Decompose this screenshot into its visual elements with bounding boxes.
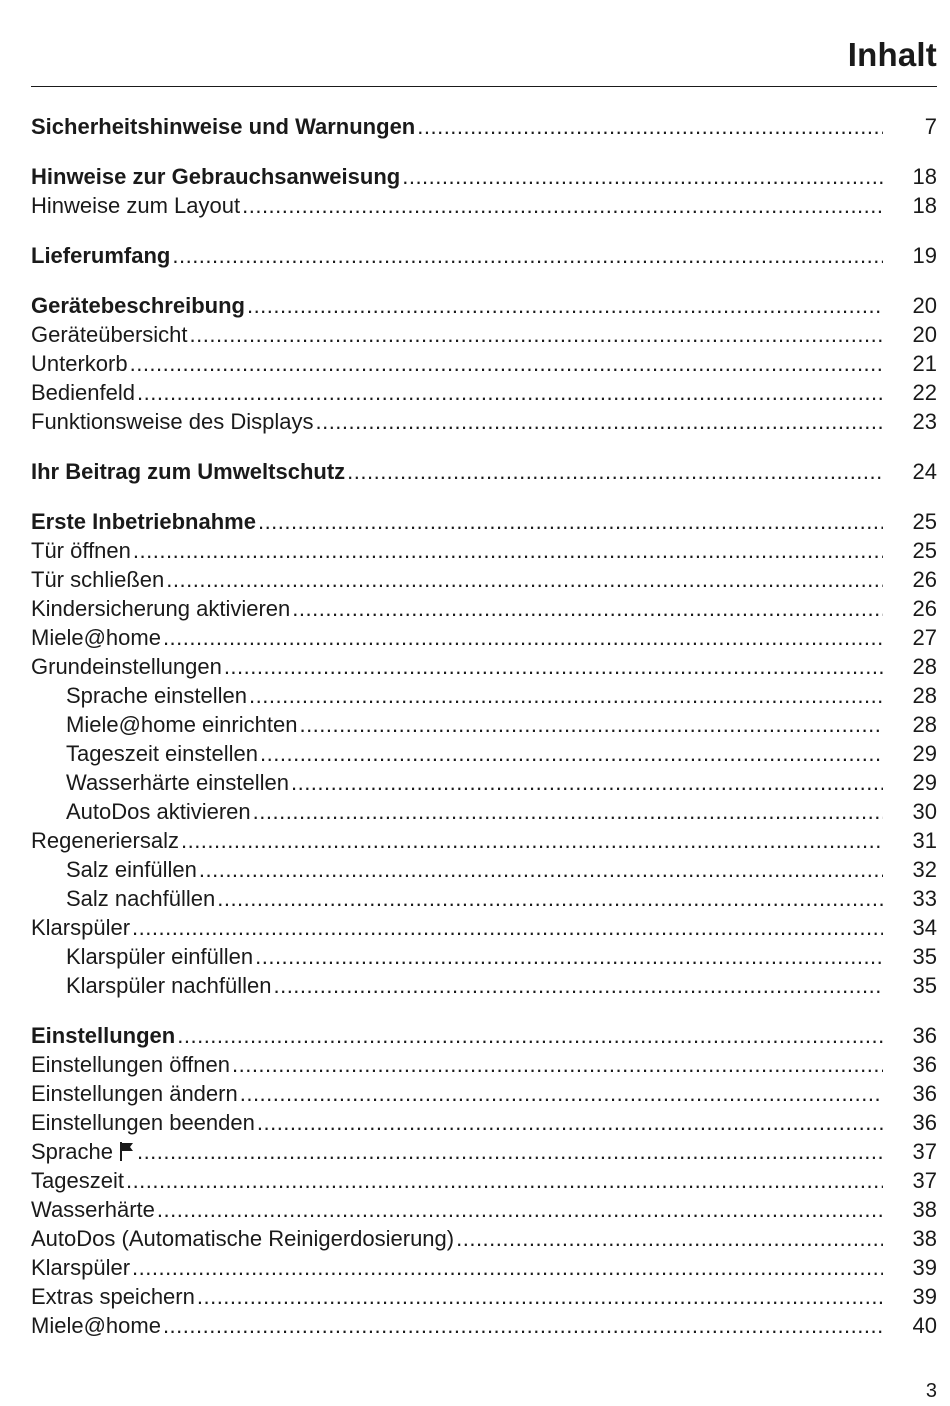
dot-leader: [253, 797, 883, 826]
toc-entry-title-text: Hinweise zum Layout: [31, 193, 241, 218]
toc-entry-title-text: Klarspüler einfüllen: [66, 944, 254, 969]
toc-entry-page: 29: [912, 770, 937, 795]
dot-leader: [242, 191, 883, 220]
toc-entry-title-text: Regeneriersalz: [31, 828, 179, 853]
toc-entry-page: 28: [912, 654, 937, 679]
toc-entry[interactable]: [31, 710, 937, 739]
toc-entry-title-text: Funktionsweise des Displays: [31, 409, 314, 434]
toc-entry[interactable]: [31, 942, 937, 971]
toc-entry-title: [31, 241, 170, 270]
toc-entry[interactable]: [31, 536, 937, 565]
toc-entry-title-text: Tür öffnen: [31, 538, 131, 563]
toc-entry-page: 33: [912, 886, 937, 911]
toc-entry[interactable]: [31, 797, 937, 826]
dot-leader: [247, 291, 883, 320]
dot-leader: [126, 1166, 883, 1195]
toc-entry[interactable]: [31, 407, 937, 436]
toc-entry-title: [31, 320, 188, 349]
toc-entry[interactable]: [31, 681, 937, 710]
toc-entry-title: [31, 112, 415, 141]
toc-entry-page: 38: [912, 1226, 937, 1251]
dot-leader: [157, 1195, 883, 1224]
toc-entry-page: 26: [912, 596, 937, 621]
toc-entry-title: [31, 1050, 230, 1079]
toc-entry[interactable]: [31, 457, 937, 486]
toc-entry[interactable]: [31, 1137, 937, 1166]
dot-leader: [299, 710, 883, 739]
toc-section: [31, 507, 937, 1000]
toc-entry-title-text: Einstellungen öffnen: [31, 1052, 230, 1077]
toc-entry-title-text: Unterkorb: [31, 351, 128, 376]
toc-entry-page: 34: [912, 915, 937, 940]
toc-entry[interactable]: [31, 768, 937, 797]
dot-leader: [177, 1021, 883, 1050]
toc-entry[interactable]: [31, 652, 937, 681]
toc-entry[interactable]: [31, 112, 937, 141]
toc-entry-page: 37: [912, 1168, 937, 1193]
dot-leader: [130, 349, 883, 378]
toc-entry-title: [31, 768, 289, 797]
toc-entry-title: [31, 191, 240, 220]
toc-entry[interactable]: [31, 320, 937, 349]
toc-entry-page: 26: [912, 567, 937, 592]
toc-entry-page: 20: [912, 322, 937, 347]
toc-entry-title: [31, 1253, 130, 1282]
toc-entry-page: 35: [912, 973, 937, 998]
toc-entry[interactable]: [31, 1311, 937, 1340]
toc-entry-title-text: Gerätebeschreibung: [31, 293, 245, 318]
toc-entry[interactable]: [31, 884, 937, 913]
dot-leader: [181, 826, 883, 855]
toc-entry-title: [31, 1137, 135, 1166]
toc-entry-page: 35: [912, 944, 937, 969]
toc-entry[interactable]: [31, 594, 937, 623]
dot-leader: [402, 162, 883, 191]
toc-entry[interactable]: [31, 1166, 937, 1195]
toc-entry[interactable]: [31, 739, 937, 768]
toc-entry-title: [31, 855, 197, 884]
toc-entry-title: [31, 407, 313, 436]
dot-leader: [224, 652, 883, 681]
toc-entry-title-text: Sicherheitshinweise und Warnungen: [31, 114, 416, 139]
dot-leader: [292, 594, 883, 623]
header-divider: [31, 86, 937, 87]
dot-leader: [137, 1137, 883, 1166]
toc-section: [31, 291, 937, 436]
toc-entry-title-text: Erste Inbetriebnahme: [31, 509, 256, 534]
toc-entry-page: 22: [912, 380, 937, 405]
dot-leader: [258, 507, 883, 536]
toc-entry[interactable]: [31, 291, 937, 320]
toc-entry[interactable]: [31, 162, 937, 191]
flag-icon: [119, 1141, 135, 1161]
toc-entry-title: [31, 884, 215, 913]
page-number: 3: [925, 1380, 937, 1402]
toc-entry-page: 39: [912, 1284, 937, 1309]
page-title: Inhalt: [847, 36, 937, 73]
toc-entry-page: 28: [912, 683, 937, 708]
toc-entry[interactable]: [31, 507, 937, 536]
toc-entry-title-text: Wasserhärte: [31, 1197, 155, 1222]
dot-leader: [217, 884, 883, 913]
toc-entry-page: 30: [912, 799, 937, 824]
dot-leader: [456, 1224, 883, 1253]
toc-entry-title-text: Bedienfeld: [31, 380, 135, 405]
toc-entry-page: 32: [912, 857, 937, 882]
toc-entry-page: 28: [912, 712, 937, 737]
toc-section: [31, 457, 937, 486]
toc-section: [31, 162, 937, 220]
dot-leader: [132, 1253, 883, 1282]
toc-entry-title: [31, 623, 161, 652]
toc-entry-title-text: Klarspüler nachfüllen: [66, 973, 272, 998]
dot-leader: [291, 768, 883, 797]
toc-entry-title: [31, 349, 128, 378]
toc-entry[interactable]: [31, 1108, 937, 1137]
toc-entry-title: [31, 536, 131, 565]
toc-entry-page: 21: [912, 351, 937, 376]
dot-leader: [172, 241, 883, 270]
toc-entry[interactable]: [31, 378, 937, 407]
dot-leader: [133, 536, 883, 565]
dot-leader: [417, 112, 883, 141]
toc-entry[interactable]: [31, 1282, 937, 1311]
toc-entry-page: 39: [912, 1255, 937, 1280]
toc-entry[interactable]: [31, 191, 937, 220]
toc-entry-title: [31, 1195, 155, 1224]
toc-entry-page: 18: [912, 193, 937, 218]
toc-entry-title: [31, 1224, 454, 1253]
toc-entry[interactable]: [31, 1195, 937, 1224]
toc-entry-title: [31, 797, 251, 826]
toc-entry-title: [31, 291, 245, 320]
toc-entry-title: [31, 652, 222, 681]
dot-leader: [240, 1079, 883, 1108]
toc-entry-title-text: Grundeinstellungen: [31, 654, 222, 679]
dot-leader: [273, 971, 883, 1000]
toc-entry[interactable]: [31, 855, 937, 884]
dot-leader: [255, 942, 883, 971]
toc-entry-title: [31, 378, 135, 407]
toc-entry-title-text: Miele@home: [31, 1313, 161, 1338]
toc-entry-title: [31, 826, 179, 855]
toc-entry-title-text: AutoDos (Automatische Reinigerdosierung): [31, 1226, 455, 1251]
toc-entry-title-text: Einstellungen beenden: [31, 1110, 255, 1135]
toc-entry-title-text: Geräteübersicht: [31, 322, 188, 347]
toc-entry-page: 31: [912, 828, 937, 853]
dot-leader: [166, 565, 883, 594]
toc-entry-title-text: Tageszeit einstellen: [66, 741, 259, 766]
toc-entry-page: 36: [912, 1023, 937, 1048]
toc-entry-page: 23: [912, 409, 937, 434]
toc-entry-title-text: Extras speichern: [31, 1284, 195, 1309]
toc-entry-page: 40: [912, 1313, 937, 1338]
toc-entry-title-text: Tageszeit: [31, 1168, 124, 1193]
toc-entry[interactable]: [31, 971, 937, 1000]
dot-leader: [232, 1050, 883, 1079]
toc-entry-page: 37: [912, 1139, 937, 1164]
toc-entry[interactable]: [31, 565, 937, 594]
toc-entry[interactable]: [31, 1079, 937, 1108]
toc-entry[interactable]: [31, 623, 937, 652]
toc-entry-title-text: Miele@home einrichten: [66, 712, 298, 737]
toc-entry-page: 7: [924, 114, 937, 139]
toc-entry-title-text: Hinweise zur Gebrauchsanweisung: [31, 164, 401, 189]
toc-entry[interactable]: [31, 349, 937, 378]
table-of-contents: [31, 112, 937, 1361]
toc-entry[interactable]: [31, 1253, 937, 1282]
toc-entry[interactable]: [31, 913, 937, 942]
toc-entry-page: 29: [912, 741, 937, 766]
toc-entry-title-text: Salz nachfüllen: [66, 886, 216, 911]
toc-section: [31, 112, 937, 141]
dot-leader: [347, 457, 883, 486]
toc-entry-title: [31, 594, 290, 623]
toc-entry-title: [31, 162, 400, 191]
toc-entry-title-text: Sprache: [31, 1139, 113, 1164]
toc-entry-page: 36: [912, 1110, 937, 1135]
toc-entry-title-text: Klarspüler: [31, 1255, 131, 1280]
toc-entry-page: 27: [912, 625, 937, 650]
toc-entry-title-text: AutoDos aktivieren: [66, 799, 251, 824]
toc-entry-page: 36: [912, 1052, 937, 1077]
dot-leader: [257, 1108, 883, 1137]
toc-entry-title-text: Einstellungen: [31, 1023, 176, 1048]
toc-entry-title-text: Salz einfüllen: [66, 857, 197, 882]
toc-entry-title: [31, 1021, 175, 1050]
toc-entry-title: [31, 1079, 238, 1108]
toc-entry-title-text: Sprache einstellen: [66, 683, 248, 708]
dot-leader: [190, 320, 883, 349]
toc-section: [31, 241, 937, 270]
dot-leader: [197, 1282, 883, 1311]
toc-entry[interactable]: [31, 241, 937, 270]
toc-entry-title: [31, 681, 247, 710]
toc-entry-title-text: Ihr Beitrag zum Umweltschutz: [31, 459, 346, 484]
toc-entry-title-text: Klarspüler: [31, 915, 131, 940]
toc-entry-title-text: Einstellungen ändern: [31, 1081, 238, 1106]
toc-entry-title-text: Tür schließen: [31, 567, 165, 592]
toc-entry[interactable]: [31, 1050, 937, 1079]
toc-entry-title: [31, 565, 164, 594]
toc-entry-title: [31, 1166, 124, 1195]
toc-entry-title: [31, 507, 256, 536]
toc-entry-page: 20: [912, 293, 937, 318]
toc-entry-page: 19: [912, 243, 937, 268]
toc-entry[interactable]: [31, 1224, 937, 1253]
toc-entry-title-text: Lieferumfang: [31, 243, 171, 268]
toc-entry[interactable]: [31, 826, 937, 855]
dot-leader: [199, 855, 883, 884]
toc-entry-title: [31, 1108, 255, 1137]
toc-entry[interactable]: [31, 1021, 937, 1050]
toc-section: [31, 1021, 937, 1340]
toc-entry-title-text: Wasserhärte einstellen: [66, 770, 289, 795]
toc-entry-title: [31, 1282, 195, 1311]
toc-entry-title: [31, 971, 271, 1000]
toc-entry-page: 38: [912, 1197, 937, 1222]
toc-entry-title: [31, 710, 297, 739]
toc-entry-title-text: Miele@home: [31, 625, 161, 650]
toc-entry-title: [31, 739, 258, 768]
dot-leader: [132, 913, 883, 942]
toc-entry-title: [31, 942, 253, 971]
dot-leader: [315, 407, 883, 436]
dot-leader: [163, 623, 883, 652]
toc-entry-page: 25: [912, 538, 937, 563]
dot-leader: [137, 378, 883, 407]
dot-leader: [260, 739, 883, 768]
dot-leader: [163, 1311, 883, 1340]
toc-entry-page: 24: [912, 459, 937, 484]
toc-entry-page: 18: [912, 164, 937, 189]
toc-entry-page: 25: [912, 509, 937, 534]
toc-entry-title: [31, 1311, 161, 1340]
toc-entry-title: [31, 913, 130, 942]
toc-entry-title: [31, 457, 345, 486]
toc-entry-title-text: Kindersicherung aktivieren: [31, 596, 291, 621]
toc-entry-page: 36: [912, 1081, 937, 1106]
dot-leader: [249, 681, 883, 710]
